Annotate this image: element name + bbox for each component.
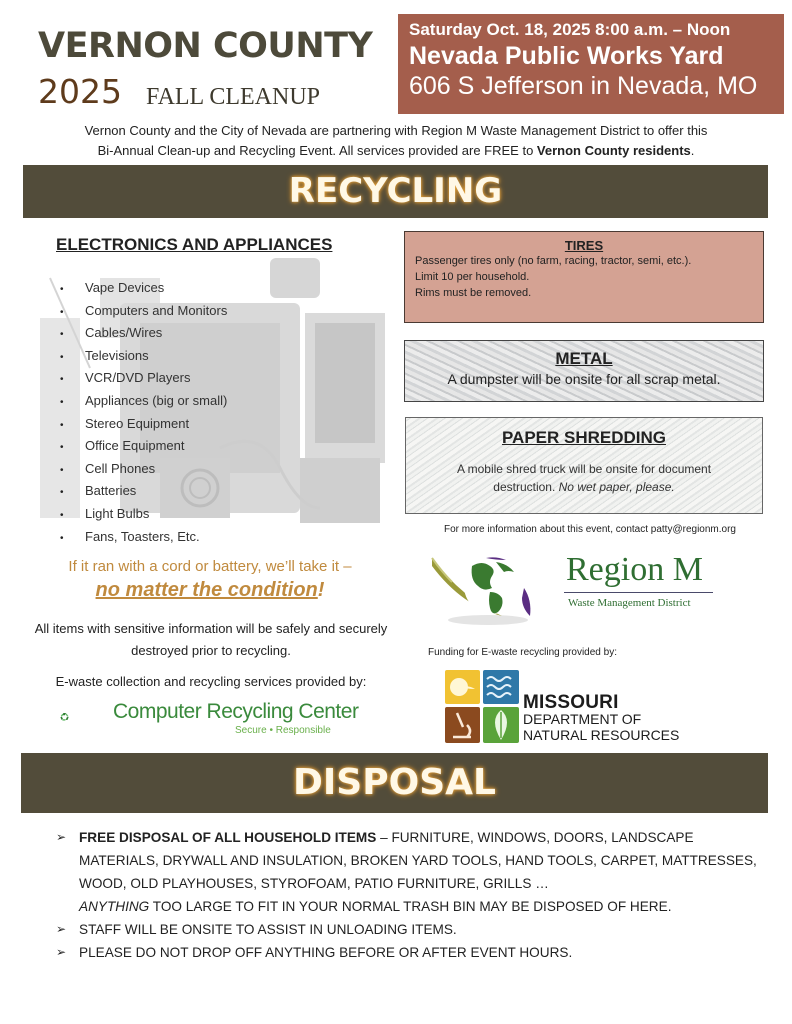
intro-line-2-suffix: . — [690, 143, 695, 158]
region-m-divider — [564, 592, 713, 593]
electronics-item — [60, 458, 227, 481]
disposal-item — [56, 826, 766, 918]
missouri-dnr-logo-icon — [445, 670, 519, 743]
bullet-icon: • — [60, 284, 64, 295]
electronics-item — [60, 322, 227, 345]
condition-emphasis: no matter the condition — [95, 579, 318, 601]
shredding-text — [406, 460, 762, 496]
electronics-item — [60, 367, 227, 390]
electronics-item — [60, 300, 227, 323]
electronics-item-label: Vape Devices — [85, 280, 165, 295]
disposal-item-text: PLEASE DO NOT DROP OFF ANYTHING BEFORE OR AFTER EVENT HOURS. — [79, 945, 573, 960]
electronics-item-label: Batteries — [85, 483, 137, 499]
electronics-item-label: Appliances (big or small) — [85, 392, 228, 408]
ewaste-provider-label: E-waste collection and recycling services provided by: — [55, 674, 367, 689]
electronics-item — [60, 480, 227, 503]
disposal-item — [56, 941, 766, 964]
title-fall-cleanup: FALL CLEANUP — [146, 84, 320, 110]
bullet-icon: • — [60, 509, 64, 521]
tires-box — [404, 231, 764, 323]
crc-tagline: Secure • Responsible — [235, 725, 331, 736]
disposal-item-heading: FREE DISPOSAL OF ALL HOUSEHOLD ITEMS — [79, 830, 377, 845]
electronics-item — [60, 503, 227, 526]
disposal-anything: ANYTHING — [79, 899, 150, 914]
recycling-banner: RECYCLING — [23, 165, 768, 218]
tires-line: Passenger tires only (no farm, racing, tractor, semi, etc.). — [415, 255, 692, 267]
event-date-time: Saturday Oct. 18, 2025 8:00 a.m. – Noon — [409, 20, 731, 39]
funding-label: Funding for E-waste recycling provided by: — [428, 647, 617, 658]
intro-residents: Vernon County residents — [536, 143, 691, 158]
electronics-item-label: Computers and Monitors — [85, 302, 228, 318]
electronics-item — [60, 526, 227, 549]
crc-name: Computer Recycling Center — [113, 700, 359, 723]
title-year: 2025 — [38, 72, 122, 111]
region-m-globe-icon — [428, 552, 548, 626]
sensitive-info-text: All items with sensitive information will be safely and securely destroyed prior to recycling. — [34, 621, 388, 658]
paper-shredding-box — [405, 417, 763, 514]
electronics-item — [60, 277, 227, 300]
electronics-item-label: Cables/Wires — [85, 325, 163, 341]
bullet-icon: • — [60, 351, 64, 363]
electronics-item-label: Cell Phones — [85, 460, 156, 476]
bullet-icon: • — [60, 419, 64, 431]
electronics-item-label: Office Equipment — [85, 438, 185, 454]
electronics-item — [60, 413, 227, 436]
bullet-icon: • — [60, 306, 64, 318]
tires-title: TIRES — [564, 238, 604, 253]
electronics-item — [60, 345, 227, 368]
metal-title: METAL — [555, 349, 613, 368]
contact-info: For more information about this event, contact patty@regionm.org — [444, 524, 736, 535]
bullet-icon: • — [60, 532, 64, 544]
region-m-subtitle: Waste Management District — [568, 597, 691, 609]
arrow-bullet-icon: ➢ — [56, 945, 67, 959]
recycle-icon — [60, 692, 115, 742]
electronics-item-label: VCR/DVD Players — [85, 370, 191, 386]
electronics-item-label: Televisions — [85, 347, 149, 363]
disposal-item — [56, 918, 766, 941]
tires-line: Limit 10 per household. — [415, 271, 530, 283]
title-vernon-county: VERNON COUNTY — [38, 26, 373, 66]
electronics-list — [60, 277, 227, 548]
arrow-bullet-icon: ➢ — [56, 922, 67, 936]
intro-line-1: Vernon County and the City of Nevada are partnering with Region M Waste Management District to offer this — [84, 123, 708, 138]
intro-line-2-prefix: Bi-Annual Clean-up and Recycling Event. All services provided are FREE to — [97, 143, 537, 158]
bullet-icon: • — [60, 487, 64, 499]
metal-box — [404, 340, 764, 402]
shredding-title: PAPER SHREDDING — [501, 428, 667, 447]
shredding-note: No wet paper, please. — [558, 480, 675, 494]
bullet-icon: • — [60, 396, 64, 408]
bullet-icon: • — [60, 464, 64, 476]
dnr-department-of: DEPARTMENT OF — [523, 711, 642, 727]
disposal-item-tail: TOO LARGE TO FIT IN YOUR NORMAL TRASH BIN MAY BE DISPOSED OF HERE. — [149, 899, 672, 914]
intro-line-2 — [0, 141, 792, 161]
shredding-description: A mobile shred truck will be onsite for document destruction. — [456, 462, 712, 494]
bullet-icon: • — [60, 329, 64, 341]
tires-line: Rims must be removed. — [415, 287, 532, 299]
electronics-item — [60, 390, 227, 413]
electronics-title: ELECTRONICS AND APPLIANCES — [56, 235, 333, 254]
bullet-icon: • — [60, 442, 64, 454]
dnr-natural-resources: NATURAL RESOURCES — [523, 727, 680, 743]
condition-exclamation: ! — [317, 579, 325, 601]
intro-text — [0, 121, 792, 161]
electronics-item-label: Stereo Equipment — [85, 415, 190, 431]
cord-battery-text: If it ran with a cord or battery, we’ll take it – — [68, 558, 352, 575]
bullet-icon: • — [60, 374, 64, 386]
electronics-item-label: Light Bulbs — [85, 505, 150, 521]
disposal-item-text: – FURNITURE, WINDOWS, DOORS, LANDSCAPE MATERIALS, DRYWALL AND INSULATION, BROKEN YARD TOOLS, HAND TOOLS, CARPET, MATTRESSES, WOOD, OLD PLAYHOUSES, STYROFOAM, PATIO FURNITURE, GRILLS … — [79, 830, 757, 891]
metal-text: A dumpster will be onsite for all scrap metal. — [447, 371, 721, 387]
disposal-item-text: STAFF WILL BE ONSITE TO ASSIST IN UNLOADING ITEMS. — [79, 922, 457, 937]
condition-text — [30, 579, 390, 602]
event-address: 606 S Jefferson in Nevada, MO — [409, 72, 758, 100]
arrow-bullet-icon: ➢ — [56, 830, 67, 844]
event-venue: Nevada Public Works Yard — [409, 42, 724, 70]
dnr-missouri: MISSOURI — [523, 692, 619, 713]
disposal-list — [56, 826, 766, 964]
region-m-name: Region M — [566, 551, 703, 588]
electronics-item-label: Fans, Toasters, Etc. — [85, 528, 200, 544]
event-details-box — [398, 14, 784, 114]
disposal-banner: DISPOSAL — [21, 753, 768, 813]
electronics-item — [60, 435, 227, 458]
